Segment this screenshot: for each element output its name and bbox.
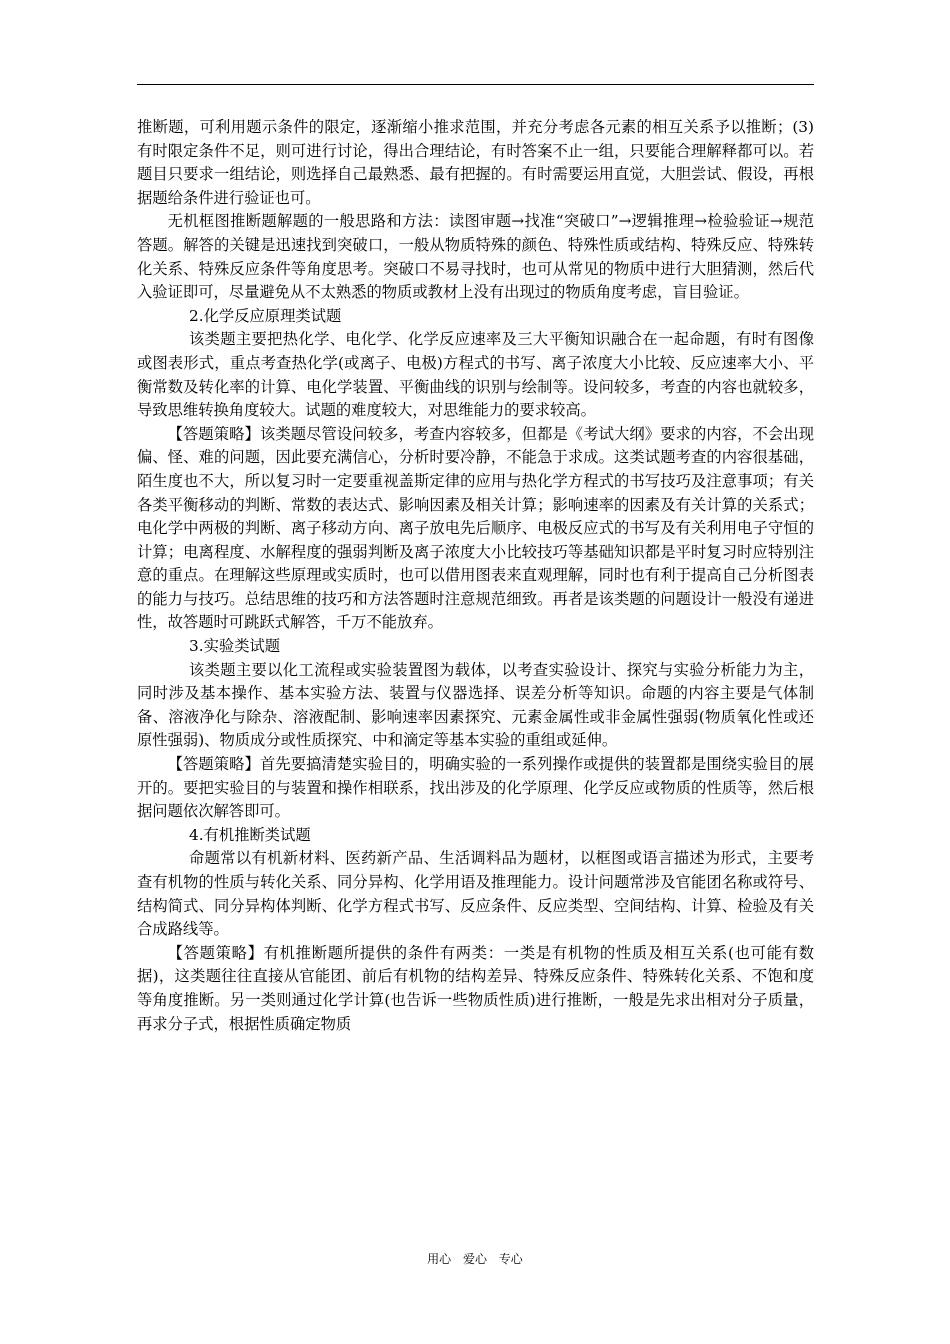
paragraph: 该类题主要把热化学、电化学、化学反应速率及三大平衡知识融合在一起命题，有时有图像或图表形式，重点考查热化学(或离子、电极)方程式的书写、离子浓度大小比较、反应速率大小、平衡常数及转化率的计算、电化学装置、平衡曲线的识别与绘制等。设问较多，考查的内容也就较多，导致思维转换角度较大。试题的难度较大，对思维能力的要求较高。 xyxy=(137,330,814,420)
paragraph: 该类题主要以化工流程或实验装置图为载体，以考查实验设计、探究与实验分析能力为主，同时涉及基本操作、基本实验方法、装置与仪器选择、误差分析等知识。命题的内容主要是气体制备、溶液净化与除杂、溶液配制、影响速率因素探究、元素金属性或非金属性强弱(物质氧化性或还原性强弱)、物质成分或性质探究、中和滴定等基本实验的重组或延伸。 xyxy=(137,660,814,750)
section-heading: 2.化学反应原理类试题 xyxy=(189,306,342,325)
strategy-paragraph: 【答题策略】有机推断题所提供的条件有两类：一类是有机物的性质及相互关系(也可能有数据)，这类题往往直接从官能团、前后有机物的结构差异、特殊反应条件、特殊转化关系、不饱和度等角度推断。另一类则通过化学计算(也告诉一些物质性质)进行推断，一般是先求出相对分子质量，再求分子式，根据性质确定物质 xyxy=(137,943,814,1033)
section-heading: 3.实验类试题 xyxy=(189,637,281,656)
strategy-paragraph: 【答题策略】该类题尽管设问较多，考查内容较多，但都是《考试大纲》要求的内容，不会出现偏、怪、难的问题，因此要充满信心，分析时要冷静，不能急于求成。这类试题考查的内容很基础，陌生度也不大，所以复习时一定要重视盖斯定律的应用与热化学方程式的书写技巧及注意事项；有关各类平衡移动的判断、常数的表达式、影响因素及相关计算；影响速率的因素及有关计算的关系式；电化学中两极的判断、离子移动方向、离子放电先后顺序、电极反应式的书写及有关利用电子守恒的计算；电离程度、水解程度的强弱判断及离子浓度大小比较技巧等基础知识都是平时复习时应特别注意的重点。在理解这些原理或实质时，也可以借用图表来直观理解，同时也有利于提高自己分析图表的能力与技巧。总结思维的技巧和方法答题时注意规范细致。再者是该类题的问题设计一般没有递进性，故答题时可跳跃式解答，千万不能放弃。 xyxy=(137,424,814,632)
header-rule xyxy=(137,84,814,85)
paragraph: 无机框图推断题解题的一般思路和方法：读图审题→找准“突破口”→逻辑推理→检验验证→规范答题。解答的关键是迅速找到突破口，一般从物质特殊的颜色、特殊性质或结构、特殊反应、特殊转化关系、特殊反应条件等角度思考。突破口不易寻找时，也可从常见的物质中进行大胆猜测，然后代入验证即可，尽量避免从不太熟悉的物质或教材上没有出现过的物质角度考虑，盲目验证。 xyxy=(137,212,814,302)
section-heading: 4.有机推断类试题 xyxy=(189,825,311,844)
body-text xyxy=(137,116,814,1036)
paragraph: 命题常以有机新材料、医药新产品、生活调料品为题材，以框图或语言描述为形式，主要考查有机物的性质与转化关系、同分异构、化学用语及推理能力。设计问题常涉及官能团名称或符号、结构简式、同分异构体判断、化学方程式书写、反应条件、反应类型、空间结构、计算、检验及有关合成路线等。 xyxy=(137,849,814,939)
page-footer: 用心 爱心 专心 xyxy=(427,1252,523,1266)
strategy-paragraph: 【答题策略】首先要搞清楚实验目的，明确实验的一系列操作或提供的装置都是围绕实验目的展开的。要把实验目的与装置和操作相联系，找出涉及的化学原理、化学反应或物质的性质等，然后根据问题依次解答即可。 xyxy=(137,755,814,821)
paragraph: 推断题，可利用题示条件的限定，逐渐缩小推求范围，并充分考虑各元素的相互关系予以推断；(3)有时限定条件不足，则可进行讨论，得出合理结论，有时答案不止一组，只要能合理解释都可以。若题目只要求一组结论，则选择自己最熟悉、最有把握的。有时需要运用直觉，大胆尝试、假设，再根据题给条件进行验证也可。 xyxy=(137,118,814,207)
